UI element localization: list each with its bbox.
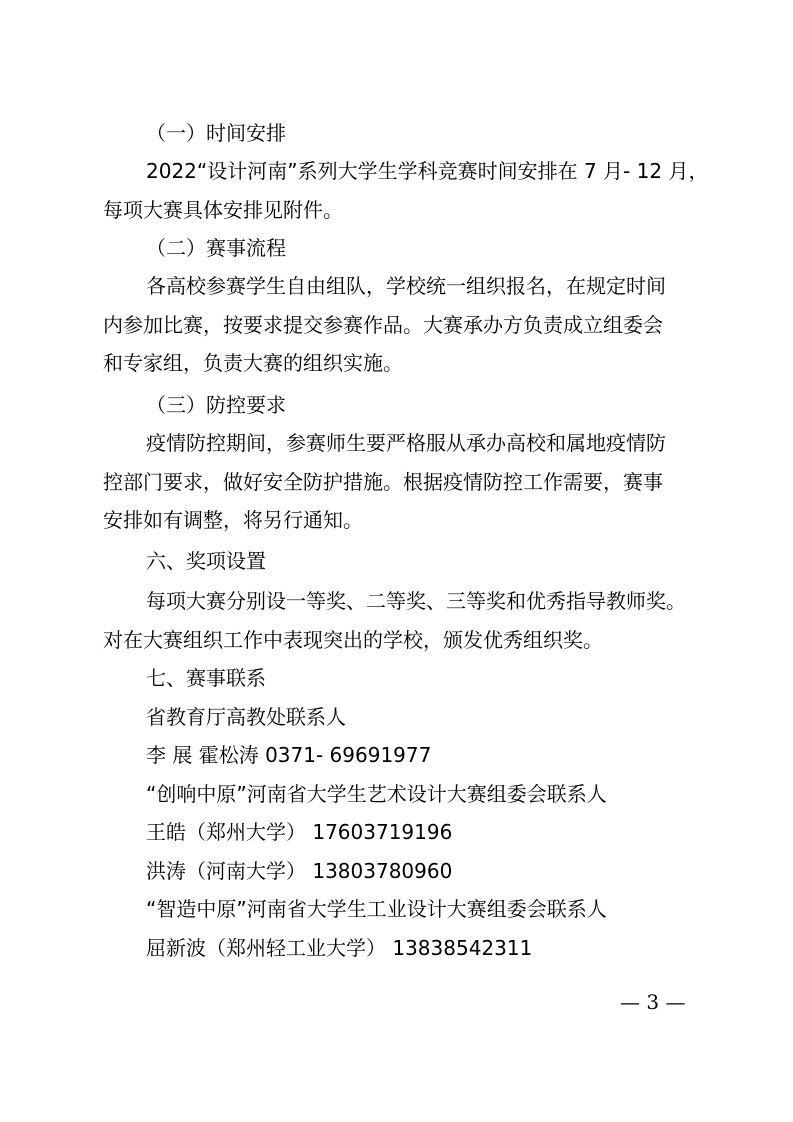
section-awards-heading: 六、奖项设置 [146,549,266,573]
contact-line: “智造中原”河南省大学生工业设计大赛组委会联系人 [146,897,607,921]
section-process-body-line-1: 各高校参赛学生自由组队，学校统一组织报名，在规定时间 [146,274,666,298]
section-contacts-heading: 七、赛事联系 [146,666,266,690]
section-time-body-line-1: 2022“设计河南”系列大学生学科竞赛时间安排在 7 月- 12 月， [146,159,709,183]
contact-line: 省教育厅高教处联系人 [146,705,346,729]
section-prevention-body-line-2: 控部门要求，做好安全防护措施。根据疫情防控工作需要，赛事 [103,470,663,494]
section-awards-body-line-1: 每项大赛分别设一等奖、二等奖、三等奖和优秀指导教师奖。 [146,589,686,613]
section-prevention-body-line-3: 安排如有调整，将另行通知。 [103,508,363,532]
section-prevention-heading: （三）防控要求 [146,393,286,417]
page-number: — 3 — [620,990,686,1014]
section-prevention-body-line-1: 疫情防控期间，参赛师生要严格服从承办高校和属地疫情防 [146,431,666,455]
section-time-heading: （一）时间安排 [146,121,286,145]
section-process-body-line-3: 和专家组，负责大赛的组织实施。 [103,351,403,375]
section-process-body-line-2: 内参加比赛，按要求提交参赛作品。大赛承办方负责成立组委会 [103,313,663,337]
section-time-body-line-2: 每项大赛具体安排见附件。 [103,198,343,222]
contact-line: 洪涛（河南大学） 13803780960 [146,859,453,883]
section-awards-body-line-2: 对在大赛组织工作中表现突出的学校，颁发优秀组织奖。 [103,628,603,652]
contact-line: 李 展 霍松涛 0371- 69691977 [146,743,432,767]
contact-line: 屈新波（郑州轻工业大学） 13838542311 [146,936,533,960]
contact-line: “创响中原”河南省大学生艺术设计大赛组委会联系人 [146,782,607,806]
contact-line: 王皓（郑州大学） 17603719196 [146,820,453,844]
section-process-heading: （二）赛事流程 [146,236,286,260]
